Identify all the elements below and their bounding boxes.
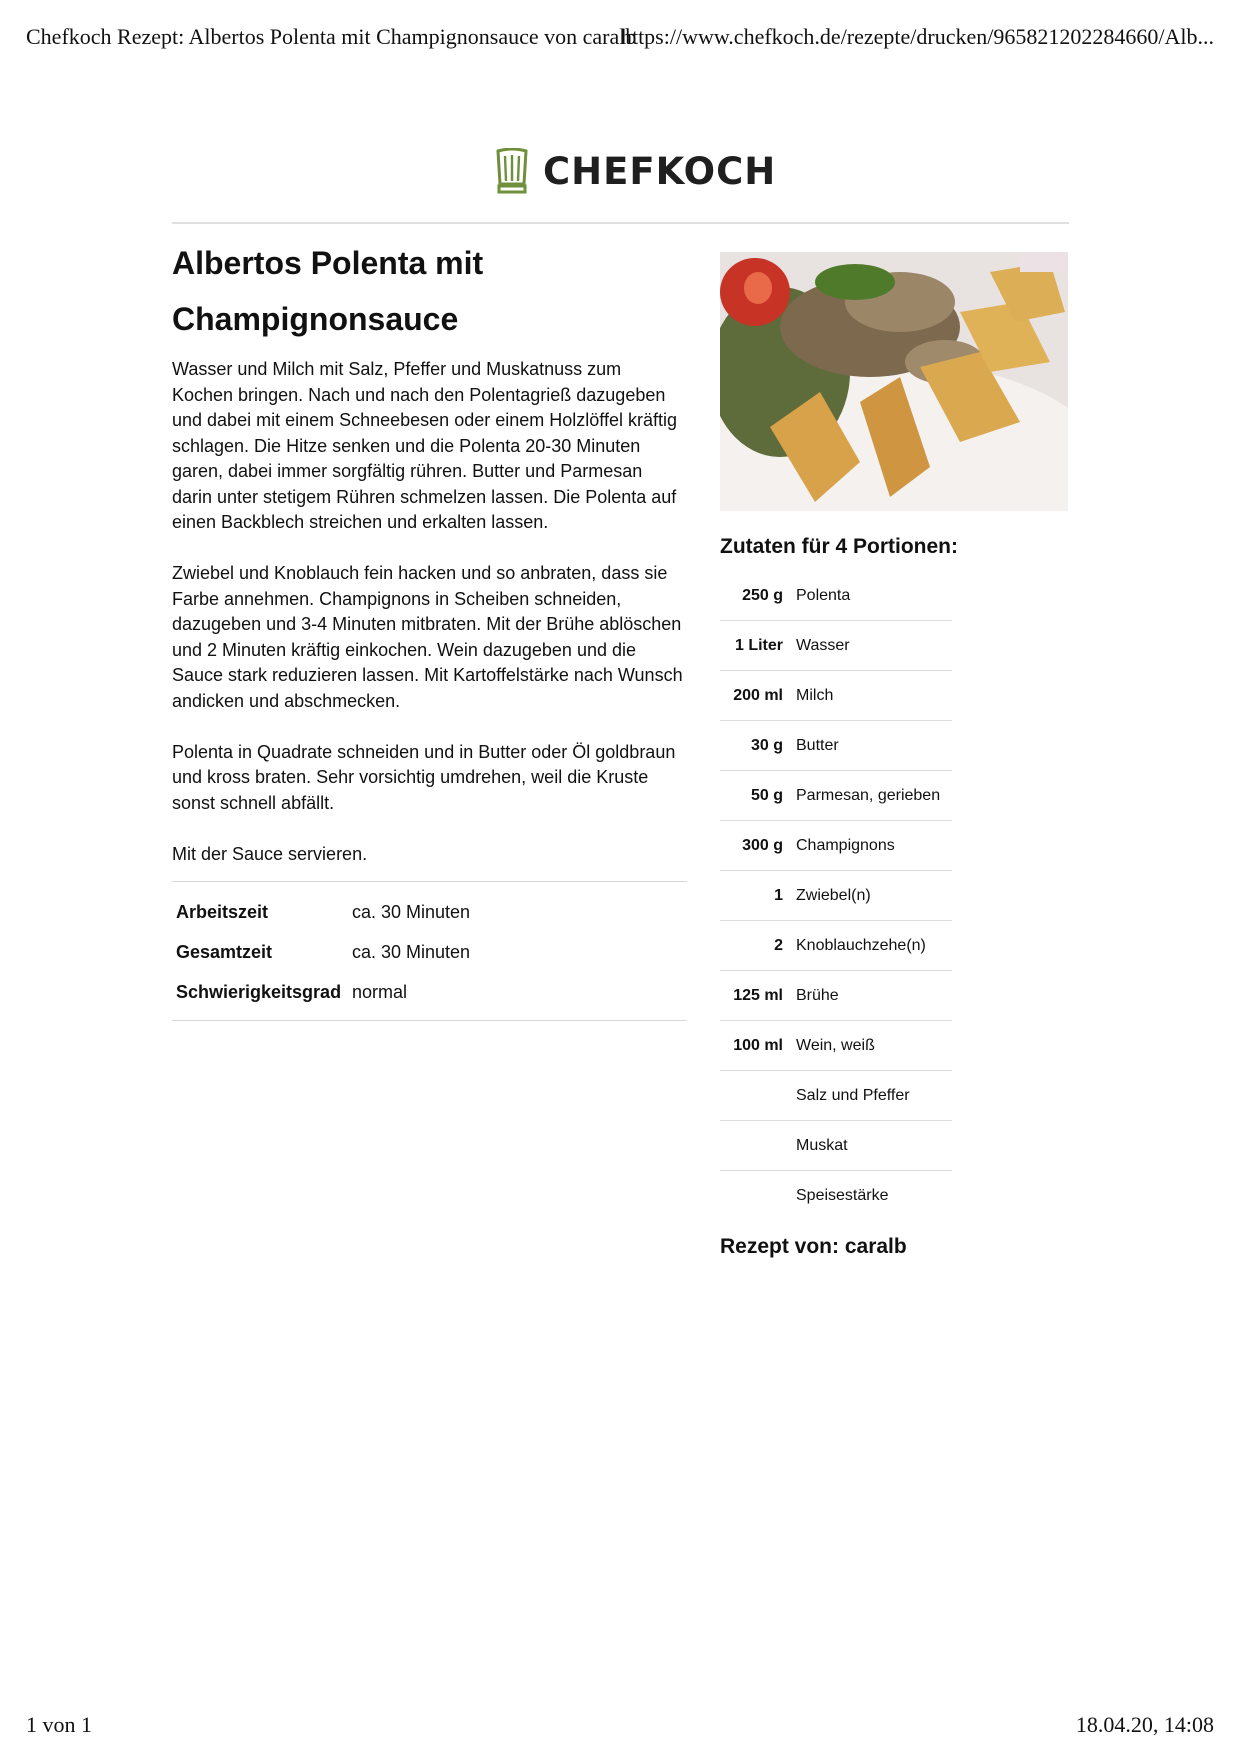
- print-datetime: 18.04.20, 14:08: [1075, 1712, 1214, 1737]
- print-header-title: Chefkoch Rezept: Albertos Polenta mit Champignonsauce von caralb: [26, 24, 637, 49]
- ingredient-amount: 200 ml: [733, 687, 783, 704]
- ingredient-amount: 1 Liter: [734, 637, 783, 654]
- ingredient-amount: 30 g: [750, 737, 783, 754]
- ingredient-name: Wasser: [796, 637, 850, 654]
- recipe-title-line2: Champignonsauce: [172, 301, 459, 337]
- meta-row-schwierigkeitsgrad: [172, 972, 687, 1012]
- meta-key: Schwierigkeitsgrad: [176, 981, 342, 1002]
- meta-row-arbeitszeit: [172, 892, 687, 932]
- recipe-author: Rezept von: caralb: [720, 1235, 907, 1258]
- ingredient-name: Wein, weiß: [796, 1037, 875, 1054]
- ingredient-name: Zwiebel(n): [796, 887, 871, 904]
- print-header-url: https://www.chefkoch.de/rezepte/drucken/965821202284660/Alb...: [620, 24, 1214, 49]
- ingredient-row: [720, 671, 952, 721]
- recipe-meta-table: [172, 881, 687, 1021]
- ingredient-amount: 50 g: [750, 787, 783, 804]
- recipe-sidebar: [720, 252, 1070, 1261]
- instruction-step: Zwiebel und Knoblauch fein hacken und so anbraten, dass sie Farbe annehmen. Champignons in Scheiben schneiden, dazugeben und 3-4 Minuten mitbraten. Mit der Brühe ablöschen und 2 Minuten kräftig einkochen. Wein dazugeben und die Sauce stark reduzieren lassen. Mit Kartoffelstärke nach Wunsch andicken und abschmecken.: [172, 563, 683, 711]
- ingredient-row: [720, 1021, 952, 1071]
- ingredient-name: Parmesan, gerieben: [796, 787, 941, 804]
- ingredient-amount: 1: [774, 887, 783, 904]
- ingredient-row: [720, 771, 952, 821]
- brand-name: CHEFKOCH: [543, 149, 777, 193]
- page-number: 1 von 1: [26, 1712, 92, 1737]
- ingredient-row: [720, 571, 952, 621]
- ingredient-amount: 300 g: [742, 837, 783, 854]
- brand-logo: [495, 146, 776, 196]
- instruction-step: Mit der Sauce servieren.: [172, 843, 368, 864]
- meta-value: ca. 30 Minuten: [352, 941, 471, 962]
- ingredient-row: [720, 921, 952, 971]
- ingredient-row: [720, 621, 952, 671]
- ingredient-row: [720, 821, 952, 871]
- ingredient-name: Speisestärke: [796, 1187, 889, 1204]
- chef-hat-icon: [495, 148, 529, 194]
- ingredient-row: [720, 1171, 952, 1221]
- ingredient-name: Polenta: [796, 587, 851, 604]
- instruction-step: Polenta in Quadrate schneiden und in Butter oder Öl goldbraun und kross braten. Sehr vorsichtig umdrehen, weil die Kruste sonst schnell abfällt.: [172, 741, 676, 813]
- instruction-step: Wasser und Milch mit Salz, Pfeffer und Muskatnuss zum Kochen bringen. Nach und nach den Polentagrieß dazugeben und dabei mit einem Schneebesen oder einem Holzlöffel kräftig schlagen. Die Hitze senken und die Polenta 20-30 Minuten garen, dabei immer sorgfältig rühren. Butter und Parmesan darin unter stetigem Rühren schmelzen lassen. Die Polenta auf einen Backblech streichen und erkalten lassen.: [172, 359, 677, 532]
- meta-key: Arbeitszeit: [176, 901, 269, 922]
- ingredient-name: Muskat: [796, 1137, 848, 1154]
- ingredient-name: Salz und Pfeffer: [796, 1087, 910, 1104]
- ingredient-name: Butter: [796, 737, 839, 754]
- ingredient-amount: 250 g: [742, 587, 783, 604]
- ingredient-amount: 100 ml: [733, 1037, 783, 1054]
- meta-key: Gesamtzeit: [176, 941, 273, 962]
- ingredients-table: [720, 571, 952, 1221]
- ingredient-amount: 2: [774, 937, 783, 954]
- ingredient-row: [720, 1071, 952, 1121]
- header-divider: [172, 222, 1069, 224]
- ingredient-amount: 125 ml: [733, 987, 783, 1004]
- ingredient-name: Milch: [796, 687, 834, 704]
- ingredient-row: [720, 1121, 952, 1171]
- ingredient-row: [720, 971, 952, 1021]
- ingredient-row: [720, 721, 952, 771]
- recipe-title: [172, 235, 687, 347]
- recipe-main: [172, 235, 687, 1021]
- meta-row-gesamtzeit: [172, 932, 687, 972]
- ingredients-heading: Zutaten für 4 Portionen:: [720, 535, 958, 558]
- meta-value: ca. 30 Minuten: [352, 901, 471, 922]
- meta-value: normal: [352, 981, 408, 1002]
- ingredient-name: Brühe: [796, 987, 839, 1004]
- ingredient-name: Knoblauchzehe(n): [796, 937, 926, 954]
- ingredient-name: Champignons: [796, 837, 895, 854]
- instructions: [172, 357, 687, 867]
- ingredient-row: [720, 871, 952, 921]
- recipe-photo: [720, 252, 1068, 511]
- recipe-title-line1: Albertos Polenta mit: [172, 245, 484, 281]
